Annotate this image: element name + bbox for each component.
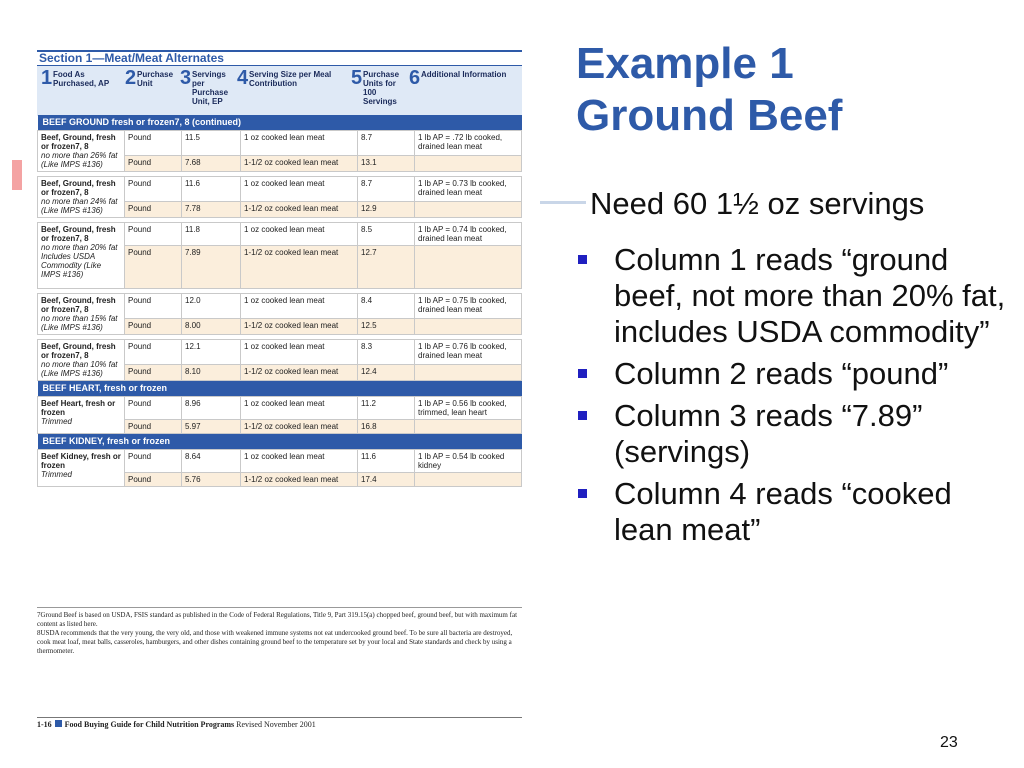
bullet-list xyxy=(578,242,1018,554)
footnotes xyxy=(37,607,522,656)
column-headers: 1 Food As Purchased, AP 2 Purchase Unit 3 Servings per Purchase Unit, EP 4 Serving Size per Meal Contribution 5 Purchase Units for 100 Servings 6 Additional Information xyxy=(37,65,522,116)
table-row: Beef, Ground, fresh or frozen7, 8 no more than 15% fat (Like IMPS #136) Pound 12.0 1 oz cooked lean meat 8.4 1 lb AP = 0.75 lb cooked, drained lean meat xyxy=(38,294,522,319)
category-bar-beef-kidney: BEEF KIDNEY, fresh or frozen xyxy=(38,434,522,450)
table-row: Pound 5.97 1-1/2 oz cooked lean meat 16.8 xyxy=(38,420,522,434)
bullet-square-icon xyxy=(578,411,587,420)
bullet-item: Column 3 reads “7.89” (servings) xyxy=(578,398,1018,470)
table-row: Beef Heart, fresh or frozen Trimmed Pound 8.96 1 oz cooked lean meat 11.2 1 lb AP = 0.56 lb cooked, trimmed, lean heart xyxy=(38,397,522,420)
table-row: Pound 8.10 1-1/2 oz cooked lean meat 12.4 xyxy=(38,365,522,381)
table-row: Pound 7.68 1-1/2 oz cooked lean meat 13.1 xyxy=(38,156,522,172)
food-name: Beef Kidney, fresh or frozen xyxy=(41,452,121,470)
category-bar-ground-beef: BEEF GROUND fresh or frozen7, 8 (continued) xyxy=(38,115,522,131)
bullet-item: Column 4 reads “cooked lean meat” xyxy=(578,476,1018,548)
title-line-1: Example 1 xyxy=(576,39,794,88)
table-row: Beef, Ground, fresh or frozen7, 8 no more than 26% fat (Like IMPS #136) Pound 11.5 1 oz cooked lean meat 8.7 1 lb AP = .72 lb cooked, drained lean meat xyxy=(38,131,522,156)
food-name: Beef, Ground, fresh or frozen7, 8 xyxy=(41,296,116,314)
need-text: Need 60 1½ oz servings xyxy=(590,186,925,221)
food-name: Beef Heart, fresh or frozen xyxy=(41,399,116,417)
table-row: Beef, Ground, fresh or frozen7, 8 no more than 24% fat (Like IMPS #136) Pound 11.6 1 oz cooked lean meat 8.7 1 lb AP = 0.73 lb cooked, drained lean meat xyxy=(38,177,522,202)
food-note: no more than 10% fat (Like IMPS #136) xyxy=(41,360,118,378)
title-line-2: Ground Beef xyxy=(576,91,843,140)
footer-revised: Revised November 2001 xyxy=(236,720,316,729)
food-buying-guide-page xyxy=(37,47,522,729)
servings-table xyxy=(37,115,522,487)
table-row: Pound 7.78 1-1/2 oz cooked lean meat 12.9 xyxy=(38,202,522,218)
bullet-square-icon xyxy=(578,489,587,498)
category-bar-beef-heart: BEEF HEART, fresh or frozen xyxy=(38,381,522,397)
food-note: no more than 24% fat (Like IMPS #136) xyxy=(41,197,118,215)
decorative-line xyxy=(540,201,586,204)
food-note: no more than 15% fat (Like IMPS #136) xyxy=(41,314,118,332)
table-row: Beef, Ground, fresh or frozen7, 8 no more than 10% fat (Like IMPS #136) Pound 12.1 1 oz cooked lean meat 8.3 1 lb AP = 0.76 lb cooked, drained lean meat xyxy=(38,340,522,365)
food-note: no more than 20% fat Includes USDA Commodity (Like IMPS #136) xyxy=(41,243,118,279)
table-row: Pound 8.00 1-1/2 oz cooked lean meat 12.5 xyxy=(38,319,522,335)
bullet-item: Column 2 reads “pound” xyxy=(578,356,1018,392)
food-name: Beef, Ground, fresh or frozen7, 8 xyxy=(41,179,116,197)
food-note: no more than 26% fat (Like IMPS #136) xyxy=(41,151,118,169)
footer-title: Food Buying Guide for Child Nutrition Programs xyxy=(64,720,235,729)
footer-page-number: 1-16 xyxy=(37,720,52,729)
bullet-square-icon xyxy=(578,369,587,378)
table-row: Pound 7.89 1-1/2 oz cooked lean meat 12.7 xyxy=(38,246,522,289)
slide-page-number: 23 xyxy=(940,734,958,751)
slide-title xyxy=(576,38,842,142)
bullet-square-icon xyxy=(578,255,587,264)
bullet-item: Column 1 reads “ground beef, not more than 20% fat, includes USDA commodity” xyxy=(578,242,1018,350)
section-title: Section 1—Meat/Meat Alternates xyxy=(39,51,224,65)
footnote-7: 7Ground Beef is based on USDA, FSIS standard as published in the Code of Federal Regulations, Title 9, Part 319.15(a) chopped beef, ground beef, but with maximum fat content as listed here. xyxy=(37,611,518,628)
food-note: Trimmed xyxy=(41,417,72,426)
food-note: Trimmed xyxy=(41,470,72,479)
food-name: Beef, Ground, fresh or frozen7, 8 xyxy=(41,133,116,151)
table-row: Beef, Ground, fresh or frozen7, 8 no more than 20% fat Includes USDA Commodity (Like IMPS #136) Pound 11.8 1 oz cooked lean meat 8.5 1 lb AP = 0.74 lb cooked, drained lean meat xyxy=(38,223,522,246)
food-name: Beef, Ground, fresh or frozen7, 8 xyxy=(41,225,116,243)
decorative-red-bar xyxy=(12,160,22,190)
food-name: Beef, Ground, fresh or frozen7, 8 xyxy=(41,342,116,360)
table-row: Pound 5.76 1-1/2 oz cooked lean meat 17.4 xyxy=(38,473,522,487)
footnote-8: 8USDA recommends that the very young, the very old, and those with weakened immune systems not eat undercooked ground beef. To be sure all bacteria are destroyed, cook meat loaf, meat balls, casseroles, hamburgers, and other dishes containing ground beef to the temperature set by your local and State standards and check by using a thermometer. xyxy=(37,629,513,655)
page-footer xyxy=(37,717,522,729)
table-row: Beef Kidney, fresh or frozen Trimmed Pound 8.64 1 oz cooked lean meat 11.6 1 lb AP = 0.54 lb cooked kidney xyxy=(38,450,522,473)
square-icon xyxy=(55,720,62,727)
